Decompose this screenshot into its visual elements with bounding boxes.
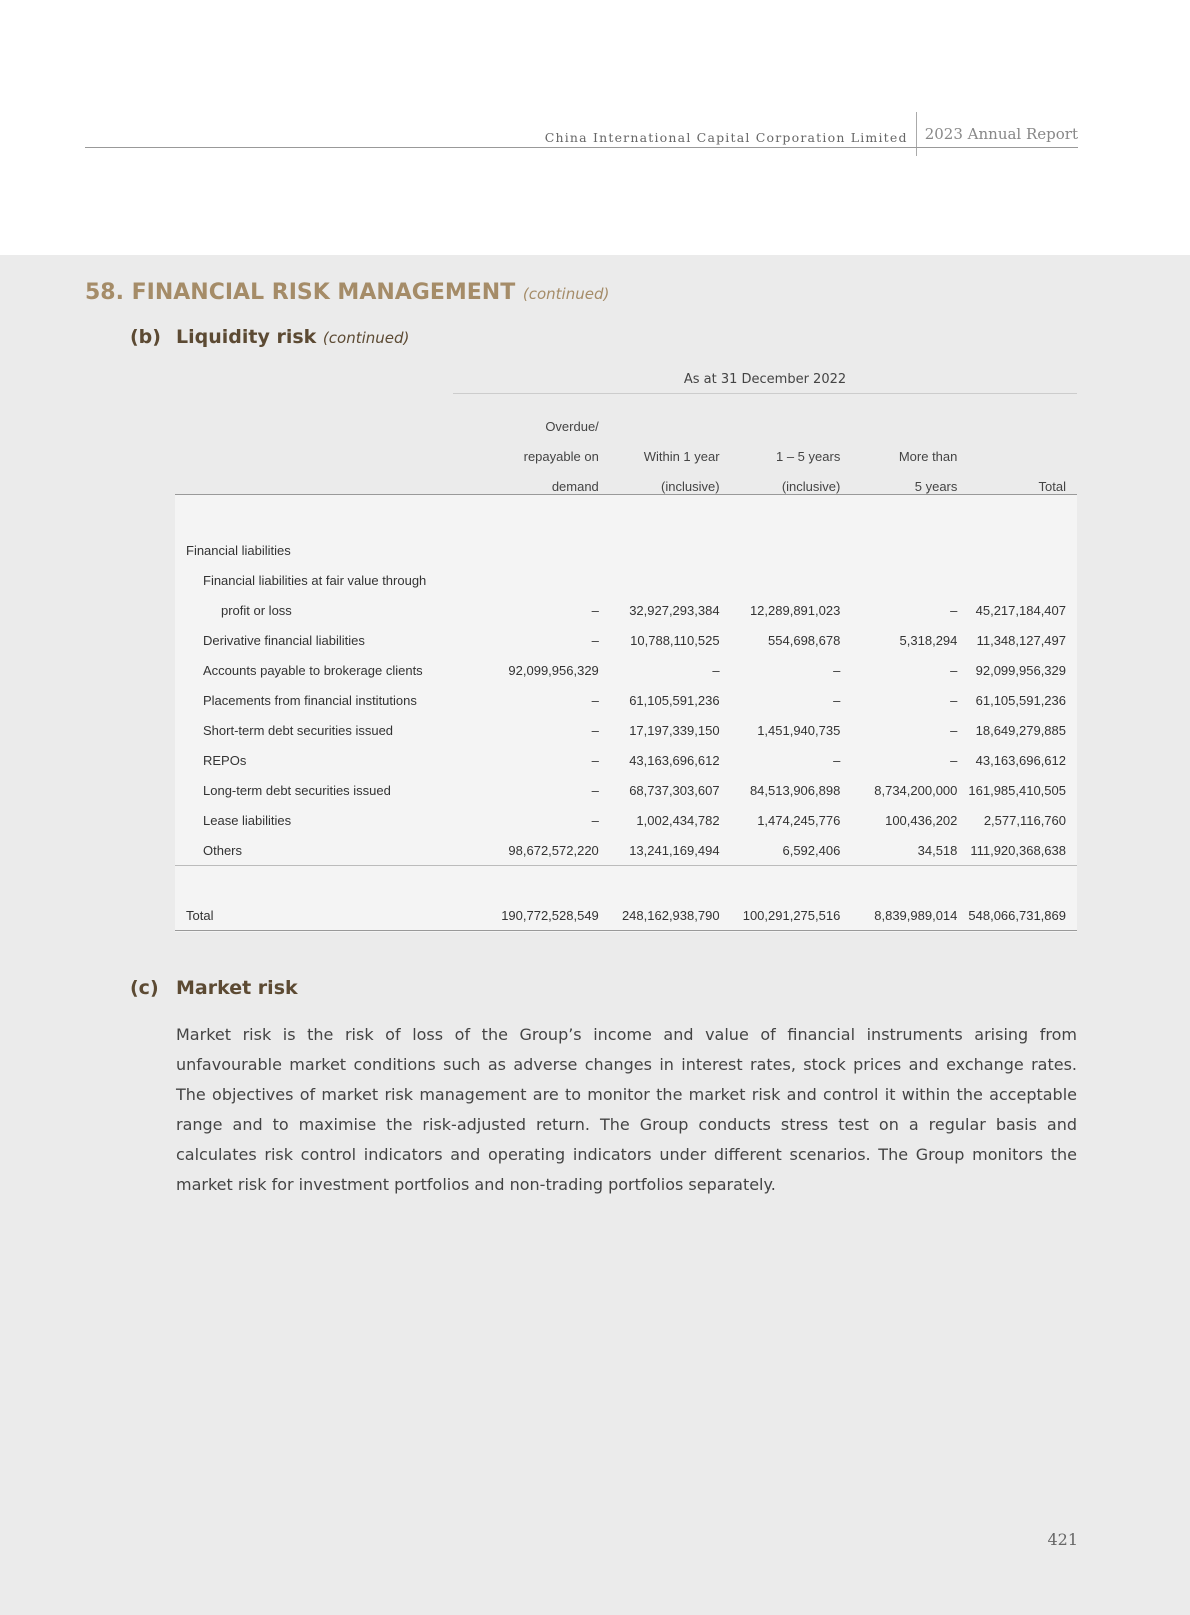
cell [851,535,968,565]
spacer-row [175,866,1077,901]
row-label: Derivative financial liabilities [203,632,365,648]
header-row [175,464,1077,495]
value-cell: 98,672,572,220 [491,835,610,866]
value-cell: 32,927,293,384 [629,602,720,618]
cell [610,565,731,595]
value-cell: – [591,782,599,798]
value-cell: 8,734,200,000 [874,782,958,798]
value-cell: 1,002,434,782 [636,812,720,828]
cell [851,565,968,595]
column-header [968,434,1077,464]
cell [731,565,852,595]
header-row [175,404,1077,434]
row-label: Lease liabilities [203,812,292,828]
value-cell: 6,592,406 [731,835,852,866]
value-cell: – [712,662,720,678]
page-number: 421 [1047,1530,1078,1549]
value-cell: 10,788,110,525 [630,632,720,648]
column-header: (inclusive) [731,464,852,495]
value-cell: 5,318,294 [899,632,958,648]
spacer-row [175,495,1077,536]
continued-note: (continued) [322,329,410,347]
value-cell: 92,099,956,329 [975,662,1066,678]
column-header: Total [968,464,1077,495]
value-cell: – [591,602,599,618]
column-header [968,404,1077,434]
column-header: demand [491,464,610,495]
total-row [175,900,1077,931]
header-cell [175,404,491,434]
continued-note: (continued) [522,285,610,303]
value-cell: 100,436,202 [885,812,958,828]
value-cell: 61,105,591,236 [629,692,720,708]
column-header: (inclusive) [610,464,731,495]
section-title: FINANCIAL RISK MANAGEMENT [131,280,516,305]
table-row [175,565,1077,595]
table-row [175,625,1077,655]
spacer-cell [175,866,1077,901]
header-row [175,434,1077,464]
cell [610,535,731,565]
total-cell: 548,066,731,869 [968,900,1077,931]
value-cell: – [591,752,599,768]
group-label: Financial liabilities [186,542,291,558]
table-row [175,685,1077,715]
row-label: Others [175,835,491,866]
column-header: More than [898,449,958,464]
cell [731,535,852,565]
value-cell: – [591,632,599,648]
value-cell: – [591,722,599,738]
value-cell: – [591,692,599,708]
value-cell: 34,518 [851,835,968,866]
row-label: REPOs [203,752,247,768]
value-cell: 61,105,591,236 [975,692,1066,708]
column-header: Overdue/ [545,419,599,434]
table-row [175,715,1077,745]
subsection-c-heading [130,977,298,999]
section-heading [85,280,609,305]
value-cell: – [950,602,958,618]
total-cell: 100,291,275,516 [731,900,852,931]
cell [968,565,1077,595]
group-row [175,535,1077,565]
spacer-cell [175,495,1077,536]
value-cell: 161,985,410,505 [968,782,1066,798]
value-cell: 554,698,678 [768,632,841,648]
value-cell: 43,163,696,612 [975,752,1066,768]
section-number: 58. [85,280,124,305]
header-cell [175,434,491,464]
value-cell: 84,513,906,898 [749,782,841,798]
header-rule [85,147,1078,148]
row-label: Short-term debt securities issued [203,722,394,738]
subsection-title: Liquidity risk [176,326,317,348]
column-header: 5 years [851,464,968,495]
table-row [175,805,1077,835]
table-row [175,655,1077,685]
value-cell: 68,737,303,607 [629,782,720,798]
table-row [175,775,1077,805]
value-cell: – [950,662,958,678]
column-header: Within 1 year [643,449,720,464]
column-header [610,404,731,434]
total-label: Total [175,900,491,931]
column-header [851,404,968,434]
value-cell: 2,577,116,760 [983,812,1066,828]
value-cell: – [833,692,841,708]
value-cell: 11,348,127,497 [976,632,1066,648]
value-cell: 1,474,245,776 [757,812,841,828]
report-title: 2023 Annual Report [924,125,1078,143]
value-cell: 18,649,279,885 [975,722,1066,738]
table-row [175,745,1077,775]
subsection-label: (c) [130,977,159,999]
row-label: Financial liabilities at fair value through [203,572,427,588]
value-cell: 13,241,169,494 [610,835,731,866]
value-cell: 92,099,956,329 [508,662,599,678]
liquidity-table [175,404,1077,931]
value-cell: 1,451,940,735 [757,722,841,738]
header-cell [175,464,491,495]
row-label: Placements from financial institutions [203,692,417,708]
table-row [175,595,1077,625]
row-label: profit or loss [221,602,292,618]
total-cell: 190,772,528,549 [491,900,610,931]
value-cell: 43,163,696,612 [629,752,720,768]
value-cell: – [950,722,958,738]
running-header [545,112,1078,156]
value-cell: – [950,752,958,768]
total-cell: 248,162,938,790 [610,900,731,931]
subsection-title: Market risk [176,977,298,999]
cell [968,535,1077,565]
column-header: 1 – 5 years [776,449,841,464]
market-risk-paragraph: Market risk is the risk of loss of the Group’s income and value of financial instruments arising from unfavourable market conditions such as adverse changes in interest rates, stock prices and exchange rates. The objectives of market risk management are to monitor the market risk and control it within the acceptable range and to maximise the risk-adjusted return. The Group conducts stress test on a regular basis and calculates risk control indicators and operating indicators under different scenarios. The Group monitors the market risk for investment portfolios and non-trading portfolios separately. [176,1025,1077,1194]
column-header: repayable on [523,449,599,464]
value-cell: 111,920,368,638 [968,835,1077,866]
value-cell: – [833,752,841,768]
table-period: As at 31 December 2022 [453,372,1077,394]
row-label: Accounts payable to brokerage clients [203,662,423,678]
value-cell: – [950,692,958,708]
value-cell: 17,197,339,150 [629,722,720,738]
table-row [175,835,1077,866]
cell [491,535,610,565]
value-cell: 12,289,891,023 [749,602,841,618]
column-header [731,404,852,434]
subsection-b-heading [130,326,409,348]
value-cell: 45,217,184,407 [975,602,1066,618]
value-cell: – [833,662,841,678]
company-name: China International Capital Corporation Limited [544,129,908,145]
total-cell: 8,839,989,014 [851,900,968,931]
row-label: Long-term debt securities issued [203,782,391,798]
subsection-label: (b) [130,326,161,348]
value-cell: – [591,812,599,828]
cell [491,565,610,595]
